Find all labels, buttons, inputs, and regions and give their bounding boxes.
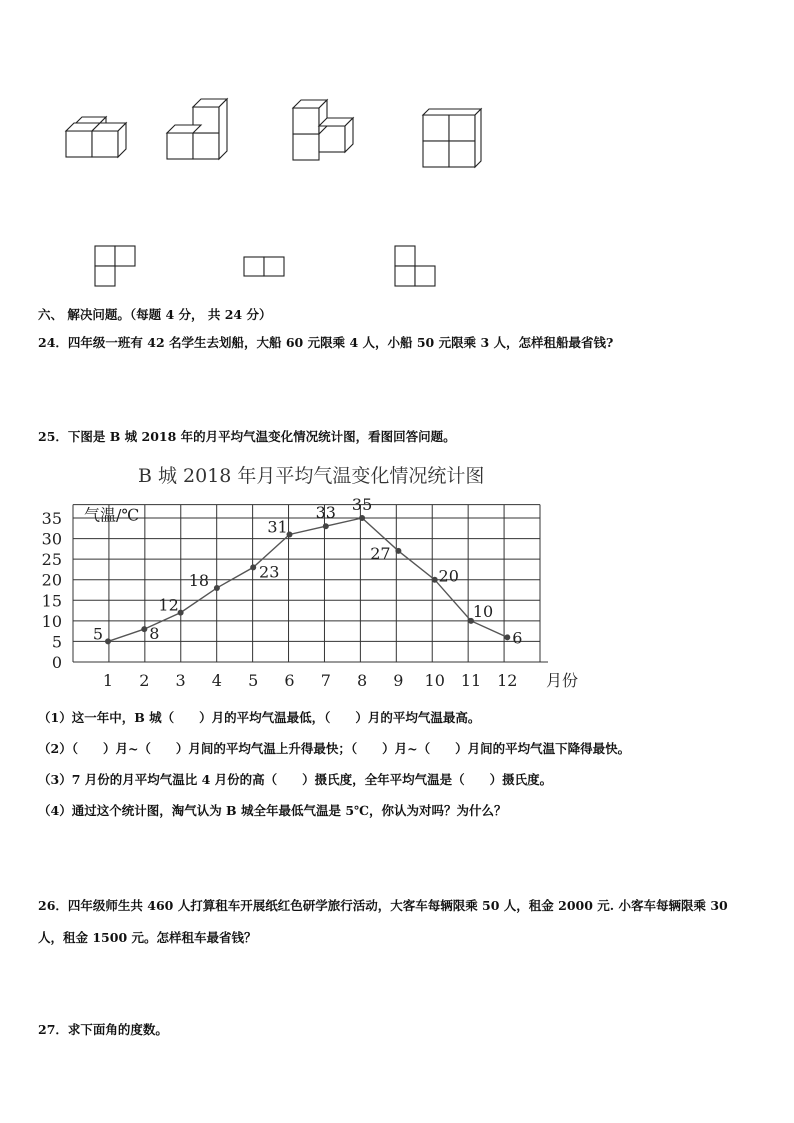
data-point xyxy=(432,577,438,583)
x-tick-label: 1 xyxy=(102,671,114,690)
data-label: 6 xyxy=(512,628,523,648)
x-tick-label: 12 xyxy=(497,671,518,690)
view-1 xyxy=(95,246,135,286)
y-tick-label: 30 xyxy=(41,529,62,549)
data-point xyxy=(504,634,510,640)
question-25-1: （1）这一年中，B 城（ ）月的平均气温最低，（ ）月的平均气温最高。 xyxy=(38,710,481,725)
cube-figure-1 xyxy=(66,117,126,157)
x-tick-label: 11 xyxy=(460,671,482,690)
cube-figure-3 xyxy=(293,100,353,160)
question-24: 24．四年级一班有 42 名学生去划船，大船 60 元限乘 4 人，小船 50 元限乘 3 人，怎样租船最省钱? xyxy=(38,335,614,350)
view-3 xyxy=(395,246,435,286)
cube-figures xyxy=(0,0,794,300)
data-point xyxy=(105,638,111,644)
question-25-3: （3）7 月份的月平均气温比 4 月份的高（ ）摄氏度，全年平均气温是（ ）摄氏度。 xyxy=(38,772,553,787)
x-tick-label: 10 xyxy=(424,671,445,690)
x-tick-label: 9 xyxy=(393,671,404,690)
x-axis-label: 月份 xyxy=(546,671,579,690)
y-tick-label: 0 xyxy=(51,653,62,672)
y-tick-label: 10 xyxy=(41,611,62,631)
question-27: 27．求下面角的度数。 xyxy=(38,1022,168,1037)
x-tick-label: 3 xyxy=(175,671,186,690)
x-tick-label: 6 xyxy=(284,671,295,690)
y-tick-label: 20 xyxy=(41,570,62,590)
y-axis-label: 气温/℃ xyxy=(84,505,140,525)
y-tick-label: 35 xyxy=(41,509,62,528)
y-tick-label: 15 xyxy=(41,591,62,611)
data-label: 35 xyxy=(351,495,373,514)
data-point xyxy=(359,515,365,521)
data-label: 27 xyxy=(370,543,391,563)
data-point xyxy=(250,564,256,570)
data-point xyxy=(214,585,220,591)
data-label: 31 xyxy=(267,517,288,537)
x-tick-label: 8 xyxy=(357,671,368,690)
question-25-4: （4）通过这个统计图，淘气认为 B 城全年最低气温是 5℃，你认为对吗？为什么？ xyxy=(38,803,507,818)
data-label: 33 xyxy=(315,503,336,523)
data-label: 5 xyxy=(92,624,104,644)
question-25-2: （2）（ ）月~（ ）月间的平均气温上升得最快；（ ）月~（ ）月间的平均气温下降得最快。 xyxy=(38,741,631,756)
question-26-line-2: 人，租金 1500 元。怎样租车最省钱？ xyxy=(38,930,257,945)
question-26-line-1: 26．四年级师生共 460 人打算租车开展纸红色研学旅行活动，大客车每辆限乘 50 人，租金 2000 元. 小客车每辆限乘 30 xyxy=(38,898,728,913)
question-25: 25．下图是 B 城 2018 年的月平均气温变化情况统计图，看图回答问题。 xyxy=(38,429,456,444)
x-tick-label: 5 xyxy=(248,671,259,690)
section-heading: 六、 解决问题。（每题 4 分， 共 24 分） xyxy=(38,307,272,322)
data-label: 10 xyxy=(472,601,494,621)
data-label: 20 xyxy=(438,566,459,586)
data-point xyxy=(141,626,147,632)
chart-title: B 城 2018 年月平均气温变化情况统计图 xyxy=(138,465,485,487)
view-2 xyxy=(244,257,284,276)
data-label: 18 xyxy=(188,570,210,590)
cube-figure-2 xyxy=(167,99,227,159)
data-label: 8 xyxy=(149,624,160,644)
x-tick-label: 7 xyxy=(320,671,331,690)
x-tick-label: 2 xyxy=(139,671,150,690)
cube-figure-4 xyxy=(423,109,481,167)
data-point xyxy=(395,548,401,554)
temperature-line-chart xyxy=(0,490,794,710)
data-label: 12 xyxy=(158,595,179,615)
data-point xyxy=(323,523,329,529)
x-tick-label: 4 xyxy=(211,671,222,690)
data-label: 23 xyxy=(259,562,280,582)
y-tick-label: 5 xyxy=(51,632,62,652)
y-tick-label: 25 xyxy=(41,550,62,570)
